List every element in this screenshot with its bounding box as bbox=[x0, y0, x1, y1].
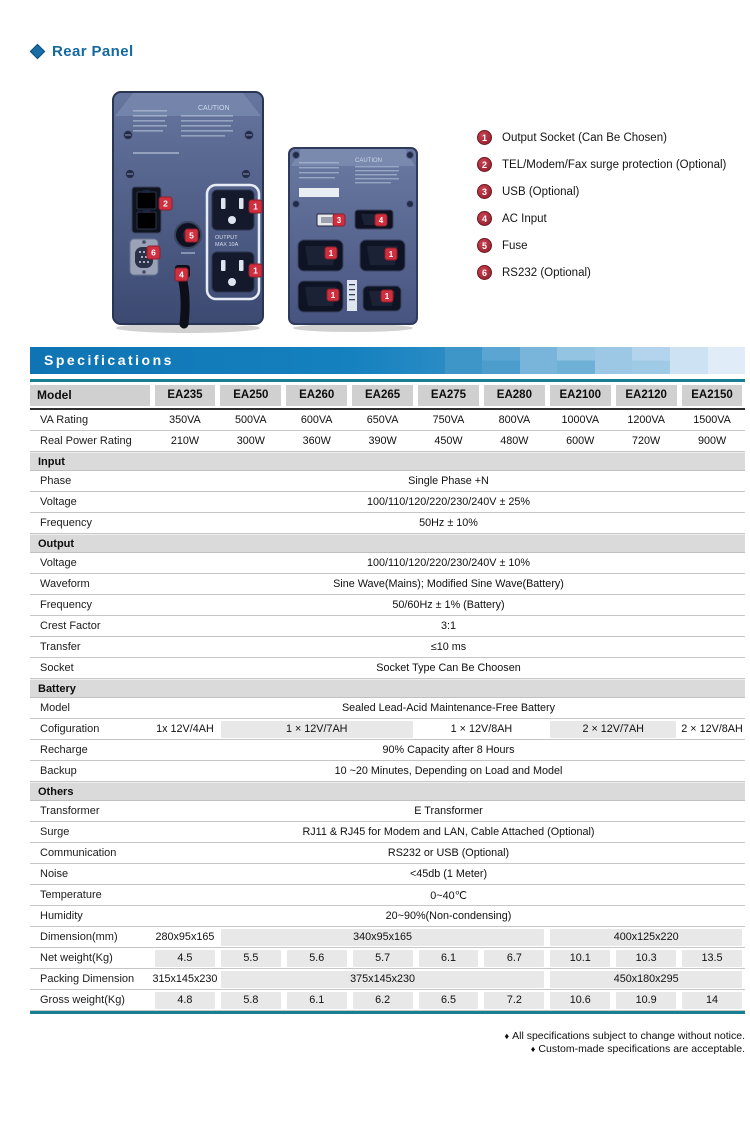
value-box: 6.2 bbox=[353, 992, 413, 1009]
value-box: 7.2 bbox=[484, 992, 544, 1009]
value-box: 6.5 bbox=[419, 992, 479, 1009]
spec-row bbox=[30, 843, 745, 864]
caution-text: CAUTION bbox=[198, 105, 230, 112]
row-label: Net weight(Kg) bbox=[40, 952, 113, 964]
value-cell bbox=[481, 950, 547, 967]
span-cell: 2 × 12V/8AH bbox=[681, 723, 743, 735]
value-cell: 360W bbox=[302, 435, 331, 447]
row-label: Frequency bbox=[40, 517, 92, 529]
row-label: Packing Dimension bbox=[40, 973, 135, 985]
legend-label: USB (Optional) bbox=[502, 185, 580, 198]
span-cell: 315x145x230 bbox=[152, 973, 218, 985]
span-cell bbox=[218, 929, 547, 946]
span-box: 400x125x220 bbox=[550, 929, 742, 946]
legend-label: Output Socket (Can Be Chosen) bbox=[502, 131, 667, 144]
value-cell: 1200VA bbox=[627, 414, 665, 426]
value-cell: 600W bbox=[566, 435, 595, 447]
span-box: 375x145x230 bbox=[221, 971, 544, 988]
model-header-cell: EA2150 bbox=[682, 385, 743, 406]
spec-row bbox=[30, 927, 745, 948]
spec-row bbox=[30, 553, 745, 574]
svg-text:1: 1 bbox=[388, 250, 394, 259]
row-value: 0~40℃ bbox=[430, 889, 467, 902]
value-cell: 650VA bbox=[366, 414, 399, 426]
spec-row bbox=[30, 574, 745, 595]
diamond-bullet-icon: ♦ bbox=[530, 1044, 536, 1054]
table-bottom-rule bbox=[30, 1011, 745, 1014]
legend-item bbox=[477, 259, 726, 286]
spec-row bbox=[30, 864, 745, 885]
value-cell bbox=[284, 992, 350, 1009]
row-label: Surge bbox=[40, 826, 70, 838]
spec-row bbox=[30, 885, 745, 906]
spec-row bbox=[30, 801, 745, 822]
row-value: Sine Wave(Mains); Modified Sine Wave(Battery) bbox=[333, 578, 564, 590]
model-header-cell: EA2120 bbox=[616, 385, 677, 406]
model-header-cell: EA275 bbox=[418, 385, 479, 406]
value-cell: 500VA bbox=[235, 414, 267, 426]
row-value: 90% Capacity after 8 Hours bbox=[382, 744, 515, 756]
legend-number-badge: 2 bbox=[477, 157, 492, 172]
label-sticker bbox=[299, 188, 339, 197]
legend-label: AC Input bbox=[502, 212, 547, 225]
model-header-cell: EA2100 bbox=[550, 385, 611, 406]
row-value: ≤10 ms bbox=[430, 641, 467, 653]
spec-row bbox=[30, 410, 745, 431]
span-box: 340x95x165 bbox=[221, 929, 544, 946]
value-box: 5.8 bbox=[221, 992, 281, 1009]
span-cell bbox=[547, 971, 745, 988]
value-box: 5.5 bbox=[221, 950, 281, 967]
legend-item bbox=[477, 178, 726, 205]
model-header-cell: EA265 bbox=[352, 385, 413, 406]
footnote-text: Custom-made specifications are acceptable. bbox=[538, 1043, 745, 1055]
row-label: Gross weight(Kg) bbox=[40, 994, 125, 1006]
ups-rear-panel-photo-left bbox=[103, 82, 273, 334]
row-label: Frequency bbox=[40, 599, 92, 611]
svg-text:3: 3 bbox=[336, 216, 342, 225]
span-box: 450x180x295 bbox=[550, 971, 742, 988]
spec-table-body bbox=[30, 410, 745, 1011]
spec-row bbox=[30, 969, 745, 990]
spec-row bbox=[30, 906, 745, 927]
spec-row bbox=[30, 658, 745, 679]
row-value: 50/60Hz ± 1% (Battery) bbox=[392, 599, 505, 611]
span-cell: 280x95x165 bbox=[155, 931, 215, 943]
value-cell: 750VA bbox=[432, 414, 465, 426]
span-cell bbox=[547, 929, 745, 946]
value-box: 6.1 bbox=[419, 950, 479, 967]
row-label: Voltage bbox=[40, 557, 77, 569]
value-cell bbox=[416, 950, 482, 967]
section-row-input: Input bbox=[30, 452, 745, 471]
value-cell bbox=[547, 950, 613, 967]
model-header-cell: EA250 bbox=[220, 385, 281, 406]
row-label: Transformer bbox=[40, 805, 100, 817]
section-row-battery: Battery bbox=[30, 679, 745, 698]
value-cell: 300W bbox=[236, 435, 265, 447]
row-label: Temperature bbox=[40, 889, 102, 901]
value-box: 4.8 bbox=[155, 992, 215, 1009]
value-cell: 210W bbox=[170, 435, 200, 447]
legend-number-badge: 4 bbox=[477, 211, 492, 226]
diamond-bullet-icon: ♦ bbox=[504, 1031, 510, 1041]
row-label: Model bbox=[40, 702, 70, 714]
value-cell bbox=[218, 992, 284, 1009]
row-value: Socket Type Can Be Choosen bbox=[376, 662, 521, 674]
span-box: 2 × 12V/7AH bbox=[550, 721, 676, 738]
value-box: 5.7 bbox=[353, 950, 413, 967]
row-label: Noise bbox=[40, 868, 69, 880]
row-label: Socket bbox=[40, 662, 74, 674]
value-box: 14 bbox=[682, 992, 742, 1009]
svg-text:1: 1 bbox=[330, 291, 336, 300]
spec-row bbox=[30, 513, 745, 534]
legend-item bbox=[477, 205, 726, 232]
svg-text:4: 4 bbox=[378, 216, 384, 225]
value-box: 6.7 bbox=[484, 950, 544, 967]
value-box: 13.5 bbox=[682, 950, 742, 967]
row-value: 50Hz ± 10% bbox=[419, 517, 478, 529]
spec-row bbox=[30, 990, 745, 1011]
row-value: RS232 or USB (Optional) bbox=[387, 847, 510, 859]
value-box: 5.6 bbox=[287, 950, 347, 967]
svg-text:4: 4 bbox=[179, 269, 184, 280]
value-box: 10.6 bbox=[550, 992, 610, 1009]
value-cell bbox=[481, 992, 547, 1009]
span-cell bbox=[218, 971, 547, 988]
legend-item bbox=[477, 232, 726, 259]
value-cell: 600VA bbox=[300, 414, 333, 426]
span-cell bbox=[547, 721, 679, 738]
spec-row bbox=[30, 471, 745, 492]
svg-text:1: 1 bbox=[253, 201, 258, 212]
value-cell bbox=[350, 950, 416, 967]
legend-number-badge: 6 bbox=[477, 265, 492, 280]
row-value: RJ11 & RJ45 for Modem and LAN, Cable Attached (Optional) bbox=[302, 826, 595, 838]
value-cell: 800VA bbox=[498, 414, 531, 426]
value-cell: 1000VA bbox=[561, 414, 600, 426]
model-header-cell: EA280 bbox=[484, 385, 545, 406]
value-cell bbox=[152, 992, 218, 1009]
ups-rear-panel-photo-right bbox=[283, 140, 423, 332]
value-cell bbox=[679, 992, 745, 1009]
row-value: <45db (1 Meter) bbox=[409, 868, 488, 880]
row-label: Communication bbox=[40, 847, 117, 859]
value-cell: 720W bbox=[632, 435, 661, 447]
value-box: 6.1 bbox=[287, 992, 347, 1009]
legend-label: TEL/Modem/Fax surge protection (Optional) bbox=[502, 158, 727, 171]
svg-text:1: 1 bbox=[384, 292, 390, 301]
row-value: Single Phase +N bbox=[408, 475, 489, 487]
row-label: Phase bbox=[40, 475, 72, 487]
row-value: 3:1 bbox=[440, 620, 456, 632]
spec-row bbox=[30, 431, 745, 452]
value-cell: 350VA bbox=[169, 414, 201, 426]
row-label: Waveform bbox=[40, 578, 90, 590]
spec-row bbox=[30, 616, 745, 637]
spec-row bbox=[30, 698, 745, 719]
row-value: 100/110/120/220/230/240V ± 10% bbox=[366, 557, 531, 569]
row-value: 10 ~20 Minutes, Depending on Load and Model bbox=[334, 765, 563, 777]
legend-number-badge: 3 bbox=[477, 184, 492, 199]
row-label: Backup bbox=[40, 765, 77, 777]
rear-panel-legend bbox=[477, 124, 726, 286]
legend-number-badge: 1 bbox=[477, 130, 492, 145]
row-value: 100/110/120/220/230/240V ± 25% bbox=[366, 496, 531, 508]
output-max-label: MAX 10A bbox=[215, 242, 239, 248]
span-cell: 1 × 12V/8AH bbox=[450, 723, 513, 735]
specifications-title: Specifications bbox=[44, 352, 174, 368]
value-cell bbox=[350, 992, 416, 1009]
legend-item bbox=[477, 124, 726, 151]
svg-text:6: 6 bbox=[151, 247, 156, 258]
caution-text: CAUTION bbox=[355, 158, 382, 164]
row-label: Transfer bbox=[40, 641, 81, 653]
spec-row bbox=[30, 822, 745, 843]
rear-panel-title: Rear Panel bbox=[52, 43, 134, 60]
tel-modem-jacks bbox=[132, 187, 161, 233]
svg-text:2: 2 bbox=[163, 198, 168, 209]
value-cell: 480W bbox=[500, 435, 529, 447]
value-box: 10.9 bbox=[616, 992, 676, 1009]
spec-row bbox=[30, 761, 745, 782]
specifications-table bbox=[30, 379, 745, 1014]
row-value: 20~90%(Non-condensing) bbox=[385, 910, 512, 922]
value-cell: 900W bbox=[697, 435, 727, 447]
rear-panel-heading bbox=[32, 43, 134, 60]
footnote-line bbox=[30, 1043, 745, 1056]
value-cell bbox=[218, 950, 284, 967]
row-value: Sealed Lead-Acid Maintenance-Free Battery bbox=[341, 702, 556, 714]
diamond-bullet-icon bbox=[30, 44, 46, 60]
row-label: Crest Factor bbox=[40, 620, 101, 632]
model-header-row bbox=[30, 382, 745, 410]
value-cell: 450W bbox=[434, 435, 463, 447]
value-cell bbox=[679, 950, 745, 967]
span-cell bbox=[218, 721, 416, 738]
value-cell bbox=[416, 992, 482, 1009]
spec-row bbox=[30, 948, 745, 969]
footnote-text: All specifications subject to change without notice. bbox=[512, 1030, 745, 1042]
span-cell: 1x 12V/4AH bbox=[156, 723, 214, 735]
section-row-others: Others bbox=[30, 782, 745, 801]
value-box: 10.3 bbox=[616, 950, 676, 967]
footnotes bbox=[30, 1030, 745, 1056]
row-label: Dimension(mm) bbox=[40, 931, 118, 943]
row-label: VA Rating bbox=[40, 414, 89, 426]
row-label: Cofiguration bbox=[40, 723, 100, 735]
model-header-cell: EA260 bbox=[286, 385, 347, 406]
legend-item bbox=[477, 151, 726, 178]
value-cell: 1500VA bbox=[693, 414, 731, 426]
svg-text:5: 5 bbox=[189, 230, 194, 241]
svg-text:1: 1 bbox=[328, 249, 334, 258]
model-column-header: Model bbox=[30, 385, 150, 406]
row-value: E Transformer bbox=[414, 805, 483, 817]
footnote-line bbox=[30, 1030, 745, 1043]
model-header-cell: EA235 bbox=[155, 385, 216, 406]
specifications-header-band bbox=[30, 347, 745, 374]
row-label: Voltage bbox=[40, 496, 77, 508]
output-label: OUTPUT bbox=[215, 235, 238, 241]
legend-label: Fuse bbox=[502, 239, 528, 252]
value-box: 4.5 bbox=[155, 950, 215, 967]
svg-text:1: 1 bbox=[253, 265, 258, 276]
spec-row bbox=[30, 595, 745, 616]
row-label: Recharge bbox=[40, 744, 88, 756]
spec-row bbox=[30, 740, 745, 761]
value-cell bbox=[613, 992, 679, 1009]
value-cell bbox=[284, 950, 350, 967]
spec-row bbox=[30, 637, 745, 658]
value-cell: 390W bbox=[368, 435, 397, 447]
legend-label: RS232 (Optional) bbox=[502, 266, 591, 279]
span-box: 1 × 12V/7AH bbox=[221, 721, 413, 738]
value-cell bbox=[152, 950, 218, 967]
value-cell bbox=[547, 992, 613, 1009]
value-box: 10.1 bbox=[550, 950, 610, 967]
rear-panel-section bbox=[0, 0, 750, 347]
section-row-output: Output bbox=[30, 534, 745, 553]
spec-row bbox=[30, 492, 745, 513]
row-label: Real Power Rating bbox=[40, 435, 132, 447]
spec-row bbox=[30, 719, 745, 740]
legend-number-badge: 5 bbox=[477, 238, 492, 253]
value-cell bbox=[613, 950, 679, 967]
row-label: Humidity bbox=[40, 910, 83, 922]
